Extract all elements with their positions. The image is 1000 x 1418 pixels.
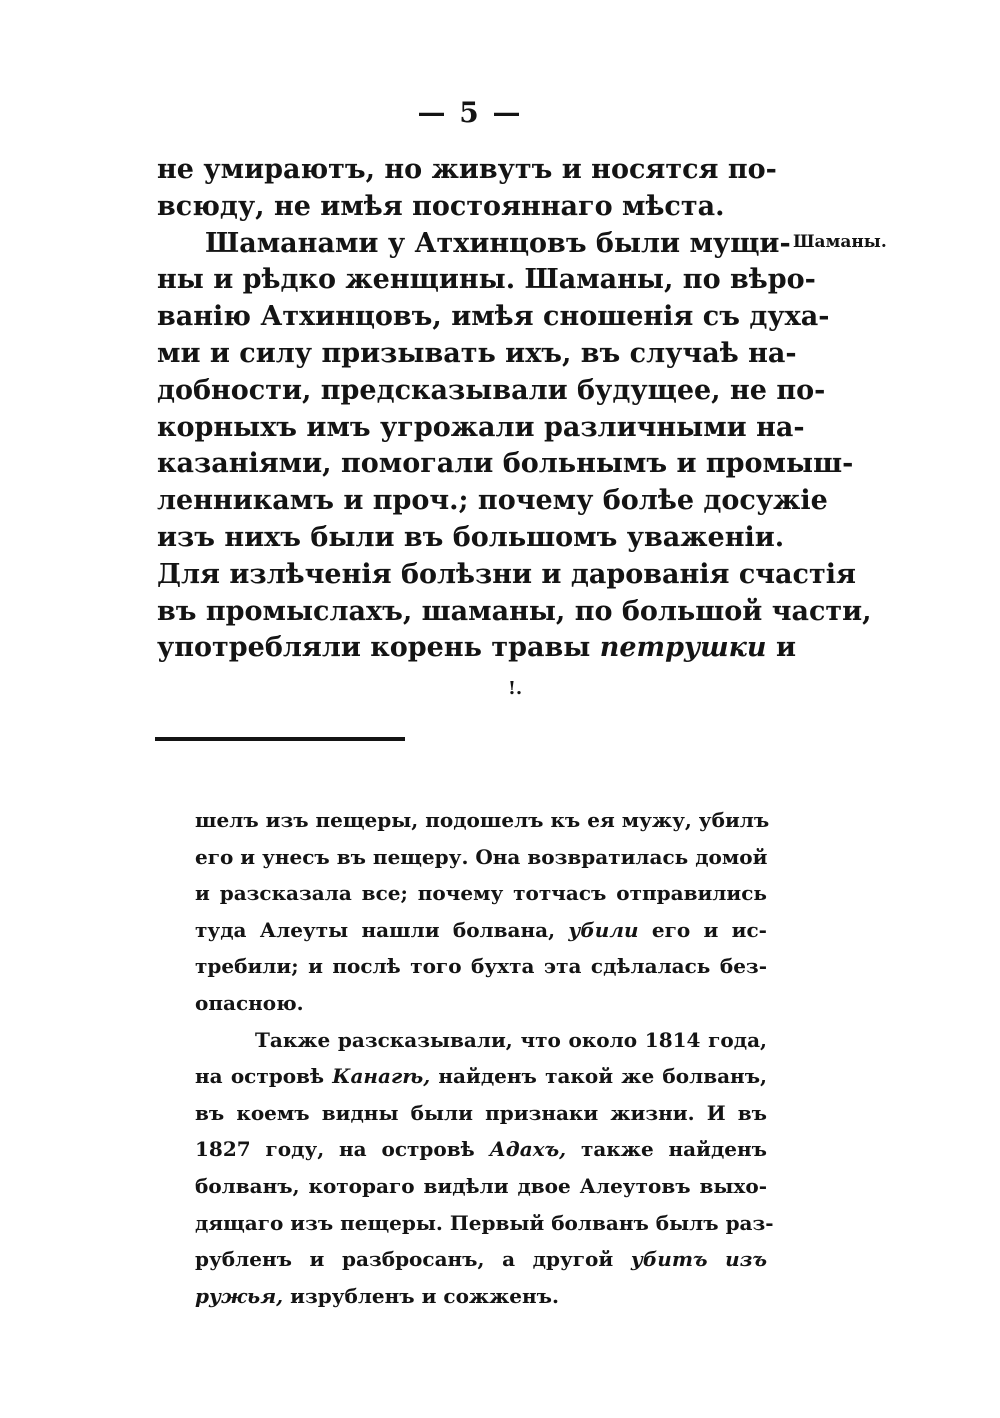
footnote-line-part: туда Алеуты нашли болвана,: [195, 917, 556, 942]
main-line: добности, предсказывали будущее, не по-: [157, 374, 826, 406]
footnote-line: [195, 1278, 767, 1315]
footnote-line: требили; и послѣ того бухта эта сдѣлалась без-: [195, 954, 767, 979]
main-line: ми и силу призывать ихъ, въ случаѣ на-: [157, 337, 797, 369]
main-line-part: употребляли корень травы: [157, 632, 591, 664]
main-text-body: [157, 152, 872, 667]
italic-term: петрушки: [599, 632, 767, 664]
main-line: ленникамъ и проч.; почему болѣе досужіе: [157, 485, 828, 517]
main-line: казаніями, помогали больнымъ и промыш-: [157, 448, 854, 480]
footnote-line-part: его и ис-: [651, 917, 767, 942]
footnote-line: болванъ, котораго видѣли двое Алеутовъ выхо-: [195, 1173, 767, 1198]
footnote-line: въ коемъ видны были признаки жизни. И въ: [195, 1100, 767, 1125]
ink-speck: !.: [508, 678, 523, 699]
footnote-line: его и унесъ въ пещеру. Она возвратилась домой: [195, 844, 768, 869]
footnote-line: [195, 912, 767, 949]
margin-note: Шаманы.: [793, 232, 887, 252]
footnote-line: [195, 1241, 767, 1278]
main-line: Шаманами у Атхинцовъ были мущи-: [205, 227, 791, 259]
italic-term: ружья,: [195, 1283, 284, 1308]
main-line: [157, 630, 797, 667]
footnote-line-part: 1827 году, на островѣ: [195, 1137, 475, 1162]
italic-term: Канагѣ,: [332, 1064, 431, 1089]
footnote-line: Также разсказывали, что около 1814 года,: [255, 1027, 767, 1052]
page-number: — 5 —: [417, 96, 523, 129]
footnote-line: и разсказала все; почему тотчасъ отправились: [195, 881, 767, 906]
footnote-rule: [155, 737, 405, 741]
footnote-line-part: также найденъ: [580, 1137, 767, 1162]
footnote-line: дящаго изъ пещеры. Первый болванъ былъ раз-: [195, 1210, 774, 1235]
footnote-line-part: рубленъ и разбросанъ, а другой: [195, 1247, 614, 1272]
footnote-body: [195, 802, 774, 1314]
footnote-line: опасною.: [195, 990, 304, 1015]
italic-term: убили: [568, 917, 639, 942]
main-line: всюду, не имѣя постояннаго мѣста.: [157, 190, 725, 222]
main-line: изъ нихъ были въ большомъ уваженіи.: [157, 521, 785, 553]
footnote-line: [195, 1131, 767, 1168]
main-line-part: и: [775, 632, 797, 664]
main-line: корныхъ имъ угрожали различными на-: [157, 411, 805, 443]
footnote-line: [195, 1058, 767, 1095]
footnote-line-part: найденъ такой же болванъ,: [438, 1064, 767, 1089]
footnote-line-part: на островѣ: [195, 1064, 325, 1089]
main-line: въ промыслахъ, шаманы, по большой части,: [157, 595, 872, 627]
main-line: ванію Атхинцовъ, имѣя сношенія съ духа-: [157, 301, 830, 333]
italic-term: Адахъ,: [489, 1137, 567, 1162]
main-line: не умираютъ, но живутъ и носятся по-: [157, 154, 777, 185]
footnote-line: шелъ изъ пещеры, подошелъ къ ея мужу, убилъ: [195, 808, 770, 832]
italic-term: убитъ изъ: [630, 1247, 767, 1272]
footnote-line-part: изрубленъ и сожженъ.: [290, 1283, 559, 1308]
main-line: Для излѣченія болѣзни и дарованія счастія: [157, 558, 856, 590]
main-line: ны и рѣдко женщины. Шаманы, по вѣро-: [157, 264, 816, 296]
